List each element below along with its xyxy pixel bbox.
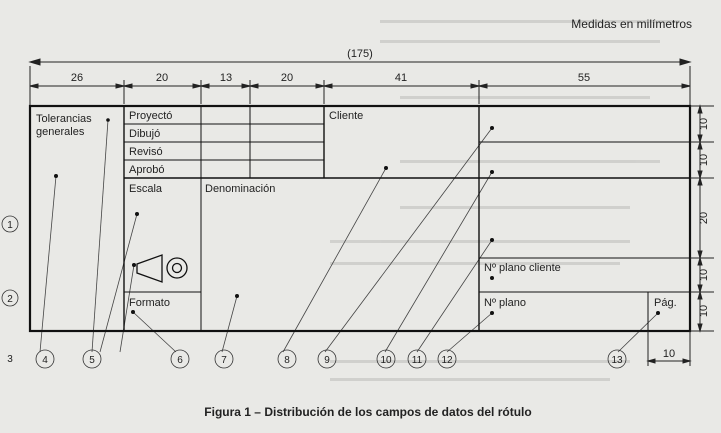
cell-dibujo: Dibujó xyxy=(129,128,161,140)
cell-formato: Formato xyxy=(129,297,170,309)
row-dim-1: 10 xyxy=(698,117,710,131)
units-note: Medidas en milímetros xyxy=(571,17,692,31)
col-dim-3: 13 xyxy=(219,72,233,84)
col-dim-5: 41 xyxy=(394,72,408,84)
row-dim-5: 10 xyxy=(698,304,710,318)
row-dim-4: 10 xyxy=(698,268,710,282)
bottom-marker-5: 5 xyxy=(89,355,95,366)
cell-plano-cliente: Nº plano cliente xyxy=(484,262,561,274)
left-marker-3: 3 xyxy=(7,354,13,365)
cell-tolerancias-line-1: Tolerancias xyxy=(36,113,92,125)
bottom-marker-12: 12 xyxy=(441,355,453,366)
pag-width-label: 10 xyxy=(662,348,676,360)
cell-pag: Pág. xyxy=(654,297,677,309)
bottom-marker-circles xyxy=(36,350,626,368)
row-dim-2: 10 xyxy=(698,153,710,167)
bottom-marker-11: 11 xyxy=(411,355,423,366)
figure-caption: Figura 1 – Distribución de los campos de datos del rótulo xyxy=(204,405,532,419)
col-dim-2: 20 xyxy=(155,72,169,84)
cell-tolerancias-line-2: generales xyxy=(36,126,85,138)
left-marker-1: 1 xyxy=(7,220,13,231)
overall-width-label: (175) xyxy=(347,48,373,60)
bottom-marker-7: 7 xyxy=(221,355,227,366)
cell-tolerancias xyxy=(36,113,95,138)
cell-plano: Nº plano xyxy=(484,297,526,309)
col-dim-6: 55 xyxy=(577,72,591,84)
left-marker-2: 2 xyxy=(7,294,13,305)
bottom-marker-8: 8 xyxy=(284,355,290,366)
cell-proyecto: Proyectó xyxy=(129,110,173,122)
col-dim-1: 26 xyxy=(70,72,84,84)
cell-escala: Escala xyxy=(129,183,163,195)
cell-denominacion: Denominación xyxy=(205,183,276,195)
bottom-marker-13: 13 xyxy=(611,355,623,366)
bottom-marker-10: 10 xyxy=(380,355,392,366)
background-page-text xyxy=(330,20,680,381)
bottom-marker-6: 6 xyxy=(177,355,183,366)
bottom-marker-4: 4 xyxy=(42,355,48,366)
row-dim-3: 20 xyxy=(698,211,710,225)
cell-reviso: Revisó xyxy=(129,146,163,158)
col-dim-4: 20 xyxy=(280,72,294,84)
cell-cliente: Cliente xyxy=(329,110,364,122)
projection-symbol-icon xyxy=(137,255,187,282)
column-dimensions xyxy=(30,66,690,106)
cell-aprobo: Aprobó xyxy=(129,164,165,176)
bottom-marker-9: 9 xyxy=(324,355,330,366)
